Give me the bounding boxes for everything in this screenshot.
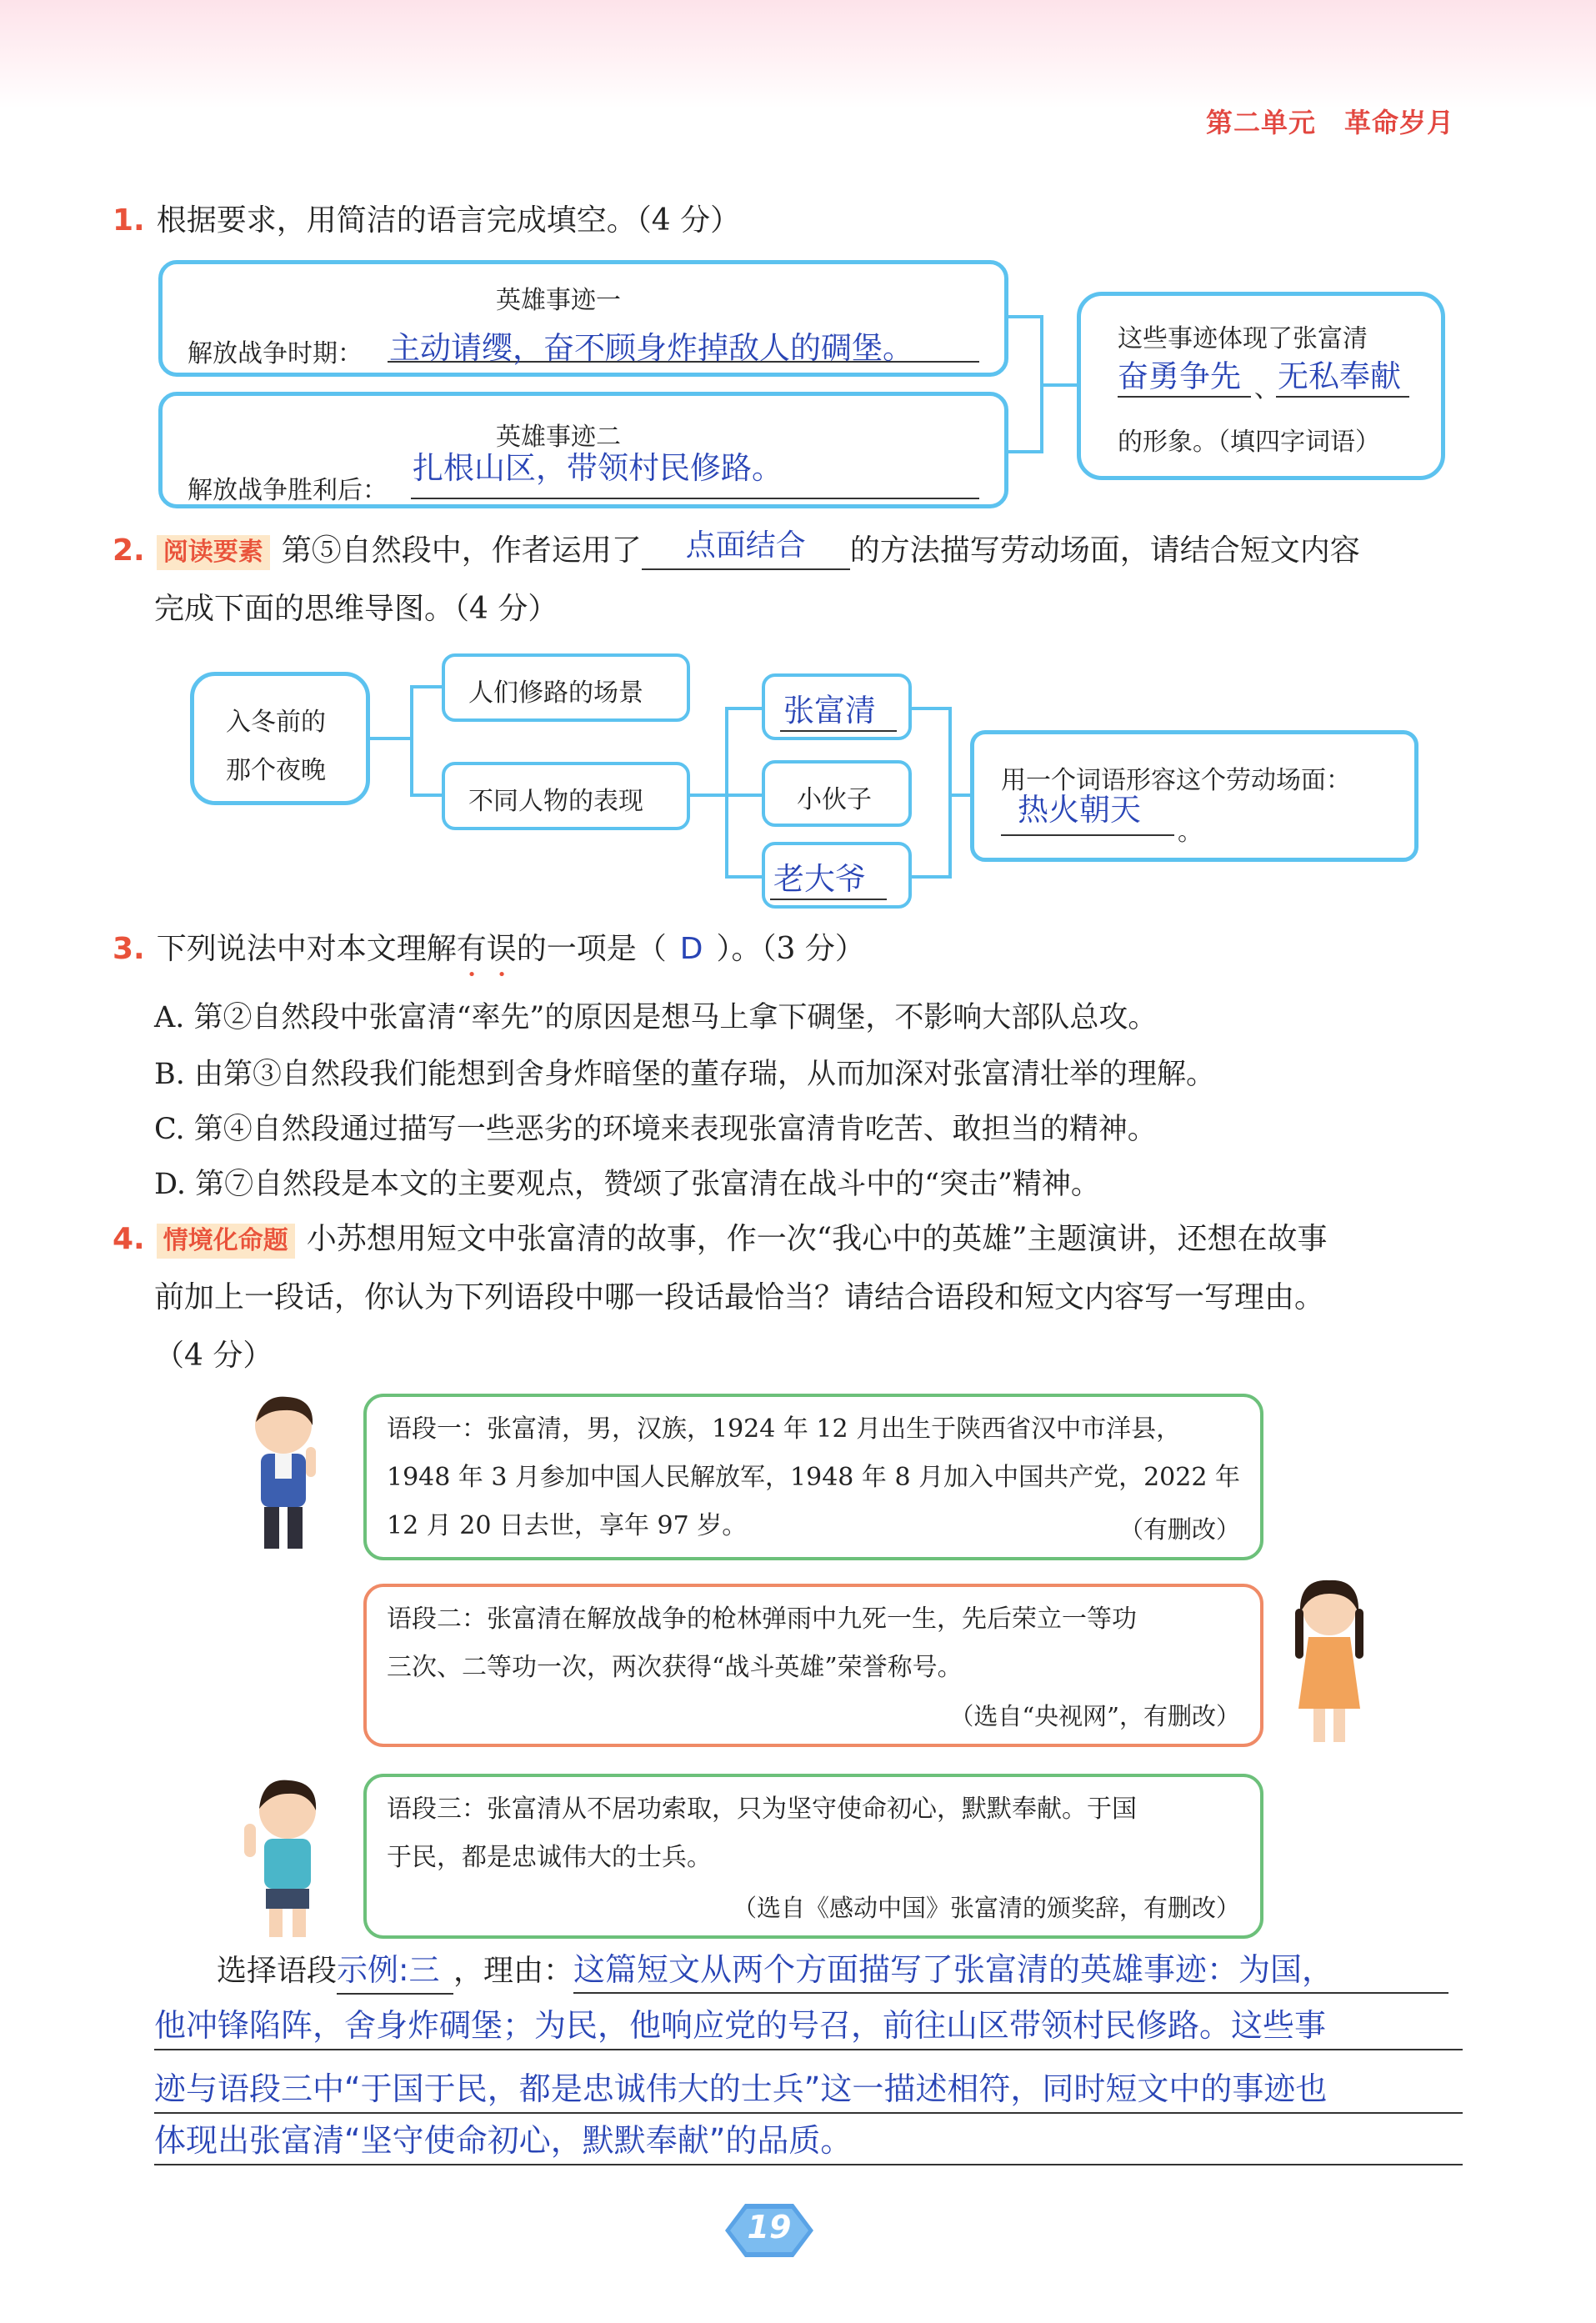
person1-box (762, 673, 912, 740)
person2: 小伙子 (797, 785, 872, 814)
q4-choose-line (217, 1947, 1448, 1995)
q3-option-a: A. 第②自然段中张富清“率先”的原因是想马上拿下碉堡，不影响大部队总攻。 (154, 1001, 1158, 1034)
q1-prompt (113, 198, 740, 243)
segment1-line3: 12 月 20 日去世，享年 97 岁。 (387, 1511, 748, 1540)
person1: 张富清 (783, 693, 876, 728)
segment3-bubble (363, 1774, 1263, 1939)
page-number: 19 (747, 2209, 792, 2245)
q3-text-c: ）。（3 分） (716, 932, 865, 966)
q4-prompt (113, 1217, 1328, 1262)
root-line1: 入冬前的 (226, 708, 326, 737)
segment1-line2: 1948 年 3 月参加中国人民解放军，1948 年 8 月加入中国共产党，2022 年 (387, 1463, 1240, 1492)
boy-illustration-1 (238, 1392, 329, 1559)
choose-answer: 示例:三 (337, 1948, 453, 1995)
segment2-bubble (363, 1584, 1263, 1747)
q2-answer: 点面结合 (642, 523, 850, 570)
q2-number: 2. (113, 533, 145, 568)
q3-option-d: D. 第⑦自然段是本文的主要观点，赞颂了张富清在战斗中的“突击”精神。 (154, 1168, 1100, 1201)
segment3-line2: 于民，都是忠诚伟大的士兵。 (387, 1843, 712, 1872)
segment2-source: （选自“央视网”，有删改） (949, 1702, 1240, 1730)
segment2-line2: 三次、二等功一次，两次获得“战斗英雄”荣誉称号。 (387, 1653, 963, 1682)
root-line2: 那个夜晚 (226, 756, 326, 785)
top-decoration (0, 0, 1596, 108)
q4-text-line1: 小苏想用短文中张富清的故事，作一次“我心中的英雄”主题演讲，还想在故事 (306, 1222, 1328, 1256)
page-header (1178, 102, 1454, 140)
q3-option-c: C. 第④自然段通过描写一些恶劣的环境来表现张富清肯吃苦、敢担当的精神。 (154, 1113, 1157, 1146)
reason-line2: 他冲锋陷阵，舍身炸碉堡；为民，他响应党的号召，前往山区带领村民修路。这些事 (154, 2002, 1463, 2050)
person3-box (762, 842, 912, 909)
q2-text-b: 的方法描写劳动场面，请结合短文内容 (849, 533, 1360, 568)
q1-event1-box (158, 260, 1008, 377)
q4-number: 4. (113, 1222, 145, 1256)
q2-prompt-line2: 完成下面的思维导图。（4 分） (154, 592, 558, 626)
q1-event2-box (158, 392, 1008, 508)
reason-label: ，理由： (453, 1954, 574, 1988)
person3: 老大爷 (773, 861, 866, 897)
mindmap-branch1 (442, 653, 690, 722)
summary-line3: 的形象。（填四字词语） (1118, 428, 1380, 457)
segment3-source: （选自《感动中国》张富清的颁奖辞，有删改） (732, 1894, 1240, 1922)
mindmap-final-box (970, 730, 1418, 862)
girl-illustration (1283, 1575, 1375, 1750)
q3-number: 3. (113, 932, 145, 966)
boy-illustration-2 (238, 1777, 338, 1944)
reason-line3: 迹与语段三中“于国于民，都是忠诚伟大的士兵”这一描述相符，同时短文中的事迹也 (154, 2065, 1463, 2114)
choose-label: 选择语段 (217, 1954, 338, 1988)
event1-answer: 主动请缨，奋不顾身炸掉敌人的碉堡。 (389, 330, 913, 366)
q3-text-a: 下列说法中对本文理解 (156, 932, 457, 966)
branch2-label: 不同人物的表现 (468, 787, 643, 816)
q3-answer: D (679, 932, 703, 966)
reason-line4: 体现出张富清“坚守使命初心，默默奉献”的品质。 (154, 2117, 1463, 2165)
theme-label: 革命岁月 (1343, 107, 1454, 138)
q3-text-b: 的一项是（ (516, 932, 667, 966)
mindmap-root (190, 672, 370, 805)
q3-emphasis: 有误 (456, 932, 517, 966)
q2-text-a: 第⑤自然段中，作者运用了 (281, 533, 642, 568)
q2-prompt (113, 528, 1360, 575)
final-answer: 热火朝天 (1018, 792, 1141, 828)
segment1-source: （有删改） (1118, 1515, 1240, 1544)
event2-label: 解放战争胜利后： (188, 476, 388, 505)
unit-label: 第二单元 (1205, 107, 1316, 138)
reason-line1: 这篇短文从两个方面描写了张富清的英雄事迹：为国， (573, 1947, 1448, 1994)
segment1-line1: 语段一：张富清，男，汉族，1924 年 12 月出生于陕西省汉中市洋县， (387, 1414, 1182, 1444)
q4-text-line2: 前加上一段话，你认为下列语段中哪一段话最恰当？请结合语段和短文内容写一写理由。 (154, 1280, 1325, 1314)
q3-option-b: B. 由第③自然段我们能想到舍身炸暗堡的董存瑞，从而加深对张富清壮举的理解。 (154, 1058, 1215, 1091)
mindmap-branch2 (442, 762, 690, 830)
segment2-line1: 语段二：张富清在解放战争的枪林弹雨中九死一生，先后荣立一等功 (387, 1605, 1137, 1634)
summary-answer2: 无私奉献 (1278, 358, 1401, 394)
q4-tag: 情境化命题 (157, 1224, 295, 1259)
final-prompt: 用一个词语形容这个劳动场面： (1001, 766, 1351, 795)
event2-answer: 扎根山区，带领村民修路。 (413, 450, 783, 486)
summary-sep: 、 (1254, 374, 1279, 403)
segment1-bubble (363, 1394, 1263, 1560)
summary-line1: 这些事迹体现了张富清 (1118, 324, 1368, 353)
q2-tag: 阅读要素 (157, 535, 270, 570)
final-end: 。 (1178, 818, 1203, 847)
event1-label: 解放战争时期： (188, 339, 363, 368)
q1-text: 根据要求，用简洁的语言完成填空。（4 分） (156, 203, 741, 238)
event2-title: 英雄事迹二 (496, 423, 621, 452)
q1-number: 1. (113, 203, 145, 238)
person2-box (762, 760, 912, 827)
page-number-badge (723, 2200, 815, 2260)
summary-answer1: 奋勇争先 (1118, 358, 1241, 394)
segment3-line1: 语段三：张富清从不居功索取，只为坚守使命初心，默默奉献。于国 (387, 1795, 1137, 1824)
branch1-label: 人们修路的场景 (468, 678, 643, 708)
q3-prompt (113, 927, 865, 984)
q4-text-line3: （4 分） (154, 1339, 273, 1373)
event1-title: 英雄事迹一 (496, 286, 621, 315)
q1-summary-box (1077, 292, 1445, 480)
